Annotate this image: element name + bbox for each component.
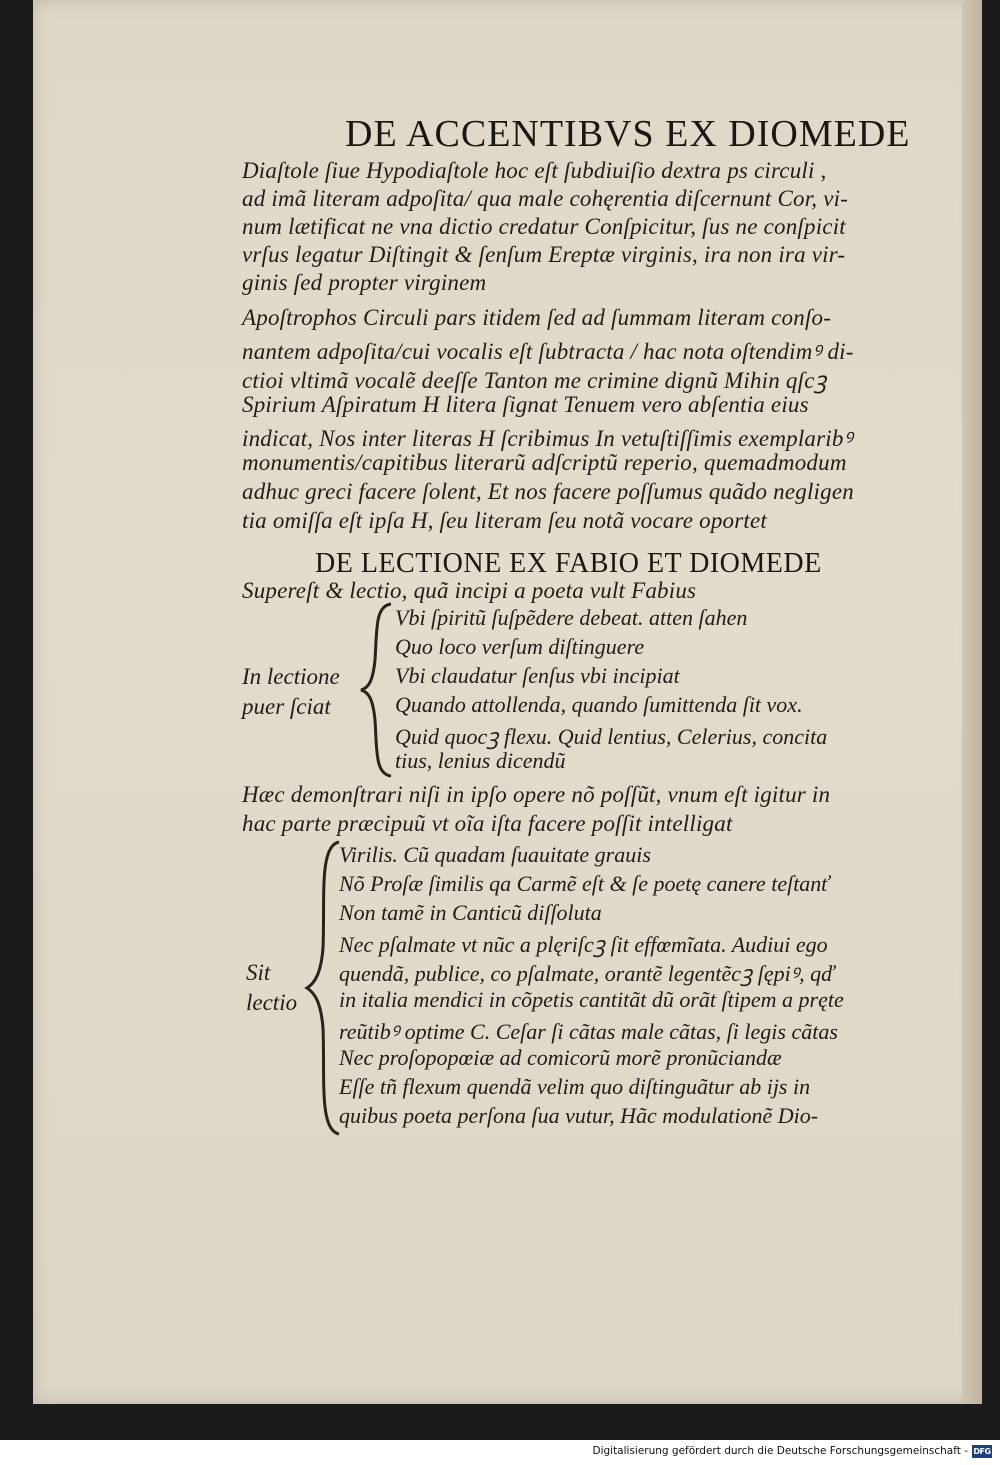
brace-label: puer ſciat xyxy=(242,694,331,719)
curly-brace xyxy=(357,600,397,780)
brace-label: lectio xyxy=(246,990,298,1015)
text-line: quendã, publice, co pſalmate, orantẽ legentẽcꝫ ſępiꝰ, qď xyxy=(339,961,835,986)
text-line: Virilis. Cũ quadam ſuauitate grauis xyxy=(339,842,651,867)
text-line: Quid quocꝫ flexu. Quid lentius, Celerius, concita xyxy=(395,724,828,749)
curly-brace xyxy=(303,838,343,1138)
brace-label: In lectione xyxy=(242,664,340,689)
page-text xyxy=(33,0,977,1404)
text-line: quibus poeta perſona ſua vutur, Hãc modulationẽ Dio- xyxy=(339,1103,819,1128)
footer-credit xyxy=(592,1443,992,1459)
text-line: Hæc demonſtrari niſi in ipſo opere nõ poſſũt, vnum eſt igitur in xyxy=(242,782,831,807)
text-line: hac parte præcipuũ vt oĩa iſta facere poſſit intelligat xyxy=(242,811,733,836)
text-line: tia omiſſa eſt ipſa H, ſeu literam ſeu notã vocare oportet xyxy=(242,508,767,533)
text-line: ad imã literam adpoſita/ qua male cohęrentia diſcernunt Cor, vi- xyxy=(242,186,849,211)
text-line: reũtibꝰ optime C. Ceſar ſi cãtas male cãtas, ſi legis cãtas xyxy=(339,1019,838,1044)
text-line: Quando attollenda, quando ſumittenda ſit vox. xyxy=(395,692,803,717)
text-line: Vbi claudatur ſenſus vbi incipiat xyxy=(395,663,680,688)
text-line: Apoſtrophos Circuli pars itidem ſed ad ſummam literam conſo- xyxy=(242,305,832,330)
text-line: Eſſe tñ flexum quendã velim quo diſtinguãtur ab ijs in xyxy=(339,1074,811,1099)
text-line: indicat, Nos inter literas H ſcribimus In vetuſtiſſimis exemplaribꝰ xyxy=(242,426,853,451)
dfg-logo-icon: DFG xyxy=(973,1446,991,1456)
page-heading: DE ACCENTIBVS EX DIOMEDE xyxy=(345,113,911,155)
text-line: nantem adpoſita/cui vocalis eſt ſubtracta / hac nota oſtendimꝰ di- xyxy=(242,339,854,364)
text-line: num lætificat ne vna dictio credatur Conſpicitur, ſus ne conſpicit xyxy=(242,214,846,239)
section-heading: DE LECTIONE EX FABIO ET DIOMEDE xyxy=(315,548,822,579)
text-line: Non tamẽ in Canticũ diſſoluta xyxy=(339,900,602,925)
text-line: Nec proſopopœiæ ad comicorũ morẽ pronũciandæ xyxy=(339,1045,782,1070)
footer-text: Digitalisierung gefördert durch die Deutsche Forschungsgemeinschaft - xyxy=(592,1445,968,1457)
book-page xyxy=(33,0,977,1404)
text-line: tius, lenius dicendũ xyxy=(395,748,566,773)
text-line: Vbi ſpiritũ ſuſpẽdere debeat. atten ſahen xyxy=(395,605,748,630)
text-line: monumentis/capitibus literarũ adſcriptũ reperio, quemadmodum xyxy=(242,450,847,475)
text-line: in italia mendici in cõpetis cantitãt dũ orãt ſtipem a pręte xyxy=(339,987,844,1012)
text-line: ctioi vltimã vocalẽ deeſſe Tanton me crimine dignũ Mihin qſcꝫ xyxy=(242,368,827,393)
page-edge xyxy=(962,0,982,1404)
text-line: Diaſtole ſiue Hypodiaſtole hoc eſt ſubdiuiſio dextra ps circuli , xyxy=(242,158,827,183)
brace-label: Sit xyxy=(246,960,271,985)
text-line: Quo loco verſum diſtinguere xyxy=(395,634,645,659)
text-line: Spirium Aſpiratum H litera ſignat Tenuem vero abſentia eius xyxy=(242,392,809,417)
text-line: Supereſt & lectio, quã incipi a poeta vult Fabius xyxy=(242,578,697,603)
text-line: Nõ Proſæ ſimilis qa Carmẽ eſt & ſe poetę canere teſtanť xyxy=(339,871,830,896)
text-line: adhuc greci facere ſolent, Et nos facere poſſumus quãdo negligen xyxy=(242,479,854,504)
text-line: ginis ſed propter virginem xyxy=(242,270,487,295)
text-line: Nec pſalmate vt nũc a plęriſcꝫ ſit effœmĩata. Audiui ego xyxy=(339,932,828,957)
text-line: vrſus legatur Diſtingit & ſenſum Ereptæ virginis, ira non ira vir- xyxy=(242,242,846,267)
